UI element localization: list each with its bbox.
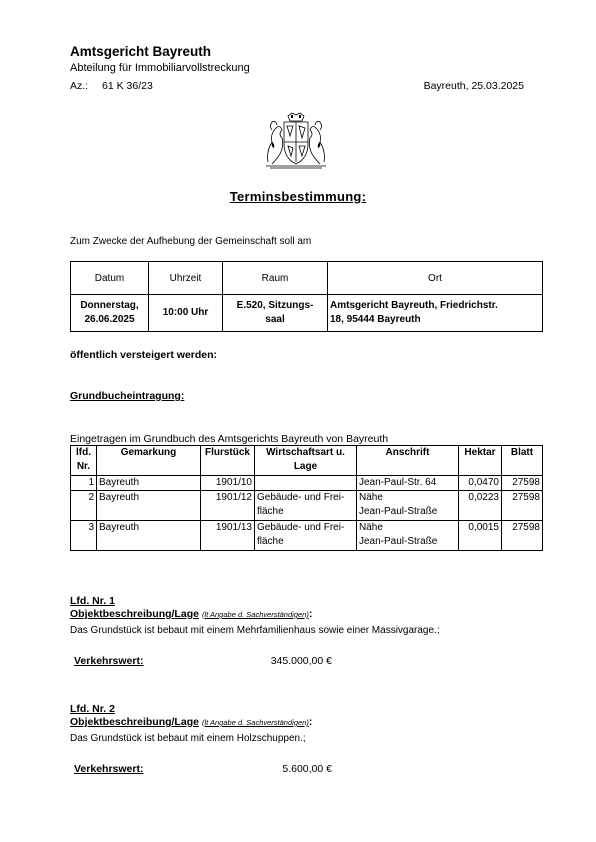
header-ort: Ort — [328, 262, 543, 295]
header-lfd-line2: Nr. — [76, 461, 91, 472]
object-1-description: Das Grundstück ist bebaut mit einem Mehrfamilienhaus sowie einer Massivgarage.; — [70, 625, 440, 636]
place-date: Bayreuth, 25.03.2025 — [423, 80, 524, 92]
object-2-title: Lfd. Nr. 2 — [70, 703, 115, 715]
az-label: Az.: — [70, 80, 89, 92]
cell-anschrift — [357, 521, 459, 551]
description-note: (lt Angabe d. Sachverständigen) — [201, 610, 309, 619]
object-2-value: 5.600,00 € — [282, 763, 332, 775]
cell-gemarkung: Bayreuth — [97, 476, 201, 491]
header-wirtschaftsart-line1: Wirtschaftsart u. — [266, 447, 345, 458]
header-uhrzeit: Uhrzeit — [149, 262, 223, 295]
cell-anschrift — [357, 491, 459, 521]
appointment-table — [70, 261, 543, 332]
ort-line2: 18, 95444 Bayreuth — [330, 314, 421, 325]
header-lfd — [71, 446, 97, 476]
table-row — [71, 295, 543, 332]
table-row — [71, 521, 543, 551]
wirtschaftsart-line1: Gebäude- und Frei- — [257, 522, 345, 533]
raum-line2: saal — [265, 314, 285, 325]
cell-gemarkung: Bayreuth — [97, 491, 201, 521]
court-name: Amtsgericht Bayreuth — [70, 44, 212, 59]
cell-wirtschaftsart — [255, 521, 357, 551]
cell-blatt: 27598 — [502, 476, 543, 491]
ort-cell — [328, 295, 543, 332]
raum-line1: E.520, Sitzungs- — [236, 300, 314, 311]
cell-hektar: 0,0015 — [459, 521, 502, 551]
cell-flurstueck: 1901/12 — [201, 491, 255, 521]
land-register-table — [70, 445, 543, 551]
description-label: Objektbeschreibung/Lage — [70, 716, 199, 728]
land-register-heading: Grundbucheintragung: — [70, 390, 185, 402]
az-value: 61 K 36/23 — [102, 80, 153, 92]
object-2-description-label — [70, 716, 312, 728]
raum-cell — [223, 295, 328, 332]
datum-date: 26.06.2025 — [84, 314, 135, 325]
table-header-row — [71, 446, 543, 476]
wirtschaftsart-line1: Gebäude- und Frei- — [257, 492, 345, 503]
object-2-value-label: Verkehrswert: — [74, 763, 144, 775]
object-1-value: 345.000,00 € — [270, 655, 332, 667]
cell-wirtschaftsart — [255, 491, 357, 521]
object-1-description-label — [70, 608, 312, 620]
wirtschaftsart-line2: fläche — [257, 506, 284, 517]
anschrift-line2: Jean-Paul-Straße — [359, 536, 438, 547]
header-blatt: Blatt — [502, 446, 543, 476]
table-row — [71, 491, 543, 521]
cell-flurstueck: 1901/13 — [201, 521, 255, 551]
header-anschrift: Anschrift — [357, 446, 459, 476]
intro-text: Zum Zwecke der Aufhebung der Gemeinschaft soll am — [70, 236, 312, 247]
anschrift-line2: Jean-Paul-Straße — [359, 506, 438, 517]
cell-hektar: 0,0223 — [459, 491, 502, 521]
department: Abteilung für Immobiliarvollstreckung — [70, 62, 250, 74]
cell-nr: 3 — [71, 521, 97, 551]
header-flurstueck: Flurstück — [201, 446, 255, 476]
header-lfd-line1: lfd. — [76, 447, 91, 458]
cell-flurstueck: 1901/10 — [201, 476, 255, 491]
datum-cell — [71, 295, 149, 332]
header-raum: Raum — [223, 262, 328, 295]
page-title: Terminsbestimmung: — [229, 189, 367, 204]
coat-of-arms-icon — [262, 112, 330, 170]
cell-wirtschaftsart — [255, 476, 357, 491]
object-1-value-label: Verkehrswert: — [74, 655, 144, 667]
case-number — [70, 80, 153, 92]
anschrift-line1: Nähe — [359, 492, 383, 503]
object-2-description: Das Grundstück ist bebaut mit einem Holzschuppen.; — [70, 733, 306, 744]
anschrift-line1: Nähe — [359, 522, 383, 533]
cell-blatt: 27598 — [502, 491, 543, 521]
header-datum: Datum — [71, 262, 149, 295]
uhrzeit-cell: 10:00 Uhr — [149, 295, 223, 332]
header-wirtschaftsart-line2: Lage — [293, 461, 318, 472]
description-colon: : — [308, 716, 313, 728]
cell-gemarkung: Bayreuth — [97, 521, 201, 551]
auction-statement: öffentlich versteigert werden: — [70, 349, 218, 361]
ort-line1: Amtsgericht Bayreuth, Friedrichstr. — [330, 300, 498, 311]
table-header-row — [71, 262, 543, 295]
description-label: Objektbeschreibung/Lage — [70, 608, 199, 620]
header-hektar: Hektar — [459, 446, 502, 476]
header-gemarkung: Gemarkung — [97, 446, 201, 476]
cell-nr: 2 — [71, 491, 97, 521]
wirtschaftsart-line2: fläche — [257, 536, 284, 547]
datum-weekday: Donnerstag, — [80, 300, 139, 311]
object-1-title: Lfd. Nr. 1 — [70, 595, 115, 607]
cell-nr: 1 — [71, 476, 97, 491]
description-note: (lt Angabe d. Sachverständigen) — [201, 718, 309, 727]
cell-anschrift: Jean-Paul-Str. 64 — [357, 476, 459, 491]
table-row — [71, 476, 543, 491]
land-register-intro: Eingetragen im Grundbuch des Amtsgerichts Bayreuth von Bayreuth — [70, 433, 389, 445]
header-wirtschaftsart — [255, 446, 357, 476]
cell-hektar: 0,0470 — [459, 476, 502, 491]
description-colon: : — [308, 608, 313, 620]
cell-blatt: 27598 — [502, 521, 543, 551]
